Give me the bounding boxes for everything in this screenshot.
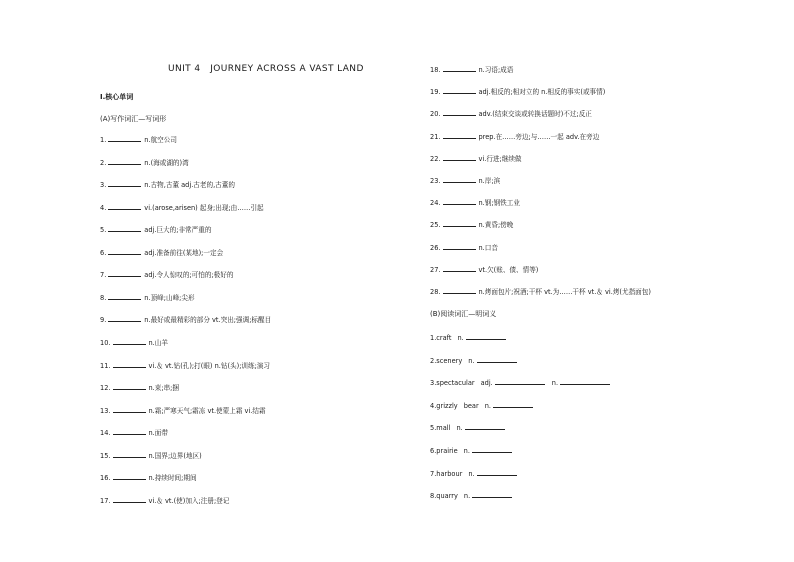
item-number: 8. [430,492,437,501]
item-word: harbour [436,469,463,478]
vocab-item [430,175,500,186]
vocab-item [430,153,522,164]
item-number: 25. [430,221,441,230]
answer-blank[interactable] [443,219,476,227]
answer-blank[interactable] [466,332,506,340]
item-number: 5. [100,226,107,235]
item-definition: n.顶峰;山峰;尖形 [144,293,195,302]
item-number: 1. [100,136,107,144]
vocab-item [100,337,168,348]
item-word: prairie [436,447,458,455]
item-number: 9. [100,316,107,325]
reading-item [430,422,508,433]
item-definition: n.面带 [148,429,168,438]
answer-blank[interactable] [477,355,517,363]
answer-blank[interactable] [108,292,141,300]
item-number: 26. [430,243,441,252]
item-definition: prep.在……旁边;与……一起 adv.在旁边 [478,132,600,141]
vocab-item [100,472,197,483]
answer-blank[interactable] [108,179,141,187]
vocab-item [430,131,599,142]
answer-blank[interactable] [443,86,476,94]
item-definition: n.烤面包片;祝酒;干杯 vt.为……干杯 vt.＆ vi.烤(尤指面包) [478,288,651,296]
item-pos: n. [463,447,470,455]
item-pos: adj. [480,379,493,388]
item-definition: adv.(结束交谈或转换话题时)不过;反正 [478,110,592,119]
vocab-item [100,157,189,168]
item-definition: n.古物,古董 adj.古老的,古董的 [144,181,235,190]
item-number: 15. [100,451,111,460]
item-pos: n. [468,356,475,365]
vocab-item [100,179,235,190]
item-definition: n.最好或最精彩的部分 vt.突出;强调;标醒目 [144,316,272,325]
item-definition: n.口音 [478,243,498,252]
item-number: 6. [100,248,107,257]
vocab-item [430,108,592,119]
vocab-item [100,247,223,258]
item-definition: vi.＆ vt.钻(孔);打(眼) n.钻(头);训练;演习 [148,361,271,370]
vocab-item [100,292,195,303]
item-definition: adj.准备前往(某地);一定会 [144,248,224,257]
item-definition: n.束;串;捆 [148,384,179,393]
item-pos: n. [468,469,475,478]
item-word: bear [463,401,479,410]
answer-blank[interactable] [443,264,476,272]
vocab-item [100,314,271,325]
answer-blank[interactable] [108,157,141,165]
item-word: craft [436,334,452,342]
item-definition: adj.相反的;相对立的 n.相反的事实(或事情) [478,88,606,97]
answer-blank[interactable] [443,175,476,183]
item-number: 12. [100,384,111,393]
item-definition: n.岸;滨 [478,177,501,185]
item-definition: n.钢;钢铁工业 [478,199,520,208]
item-number: 10. [100,338,111,347]
answer-blank[interactable] [113,382,146,390]
answer-blank[interactable] [108,247,141,255]
item-word: grizzly [436,401,458,410]
reading-item [430,332,509,343]
answer-blank[interactable] [443,197,476,205]
item-number: 7. [430,469,437,478]
vocab-item [430,197,520,208]
item-number: 27. [430,265,441,274]
vocab-item [100,495,229,506]
vocab-item [100,224,211,235]
item-number: 16. [100,474,111,483]
item-word: quarry [436,492,458,501]
answer-blank[interactable] [493,400,533,408]
item-number: 4. [100,203,107,212]
item-number: 11. [100,361,111,370]
reading-item [430,468,520,479]
answer-blank[interactable] [443,108,476,116]
vocab-item [430,264,538,275]
answer-blank[interactable] [113,450,146,458]
item-pos: n. [456,424,463,433]
item-number: 3. [100,181,107,190]
part-b-heading: (B)阅读词汇—明词义 [430,310,497,318]
unit-title: UNIT 4 JOURNEY ACROSS A VAST LAND [168,64,364,74]
item-pos: n. [551,379,559,388]
vocab-item [100,450,202,461]
item-definition: vi.(arose,arisen) 起身;出现;由……引起 [144,203,264,212]
answer-blank[interactable] [108,314,141,322]
item-number: 24. [430,199,441,208]
item-number: 19. [430,88,441,97]
reading-item [430,377,613,388]
reading-item [430,445,515,456]
item-definition: adj.巨大的;非常严重的 [144,226,212,235]
answer-blank[interactable] [443,242,476,250]
answer-blank[interactable] [472,490,512,498]
item-number: 18. [430,66,441,74]
item-definition: vt.欠(账、债、情等) [478,265,539,274]
item-number: 23. [430,177,441,185]
item-number: 28. [430,288,441,296]
answer-blank[interactable] [472,445,512,453]
item-number: 22. [430,154,441,163]
vocab-item [100,405,266,416]
item-number: 20. [430,110,441,119]
item-definition: vi.＆ vt.(使)加入;注册;登记 [148,496,230,505]
answer-blank[interactable] [108,269,141,277]
answer-blank[interactable] [113,495,146,503]
vocab-item [100,202,264,213]
vocab-item [100,360,270,371]
part-a-heading: (A)写作词汇—写词形 [100,115,167,123]
vocab-item [430,219,513,230]
vocab-item [430,286,651,297]
item-number: 17. [100,496,111,505]
answer-blank[interactable] [113,405,146,413]
answer-blank[interactable] [443,286,476,294]
answer-blank[interactable] [477,468,517,476]
item-definition: n.习语;成语 [478,66,514,74]
answer-blank[interactable] [443,131,476,139]
reading-item [430,490,515,501]
vocab-item [430,86,605,97]
vocab-item [100,269,233,280]
item-definition: n.霜;严寒天气;霜冻 vt.使蒙上霜 vi.结霜 [148,406,266,415]
section-heading: Ⅰ.核心单词 [100,93,134,101]
answer-blank[interactable] [108,202,141,210]
answer-blank[interactable] [443,153,476,161]
item-number: 8. [100,293,107,302]
vocab-item [430,242,498,253]
answer-blank[interactable] [443,64,476,72]
item-pos: n. [457,334,464,342]
item-number: 7. [100,271,107,280]
item-definition: vi.行进;继续做 [478,154,522,163]
vocab-item [100,382,179,393]
reading-item [430,400,536,411]
item-pos: n. [463,492,471,501]
answer-blank[interactable] [113,427,146,435]
vocab-item [430,64,513,75]
item-number: 4. [430,401,437,410]
item-word: scenery [436,356,463,365]
item-number: 13. [100,406,111,415]
answer-blank[interactable] [113,360,146,368]
vocab-item [100,134,177,145]
item-definition: n.黄昏;傍晚 [478,221,514,230]
answer-blank[interactable] [108,134,141,142]
item-definition: n.(海或湖的)湾 [144,158,189,167]
item-definition: adj.令人惊叹的;可怕的;极好的 [144,271,234,280]
vocab-item [100,427,168,438]
item-definition: n.航空公司 [144,136,177,144]
reading-item [430,355,520,366]
answer-blank[interactable] [465,422,505,430]
item-definition: n.国界;边界(地区) [148,451,202,460]
item-pos: n. [484,401,491,410]
answer-blank[interactable] [495,377,545,385]
item-word: mall [436,424,451,433]
item-number: 14. [100,429,111,438]
item-number: 2. [430,356,437,365]
answer-blank[interactable] [113,472,146,480]
item-number: 3. [430,379,437,388]
answer-blank[interactable] [108,224,141,232]
item-number: 6. [430,447,437,455]
item-definition: n.山羊 [148,338,168,347]
item-number: 21. [430,132,441,141]
answer-blank[interactable] [113,337,146,345]
item-number: 2. [100,158,107,167]
item-number: 5. [430,424,437,433]
item-word: spectacular [436,379,475,388]
item-number: 1. [430,334,437,342]
item-definition: n.持续时间;期间 [148,474,197,483]
answer-blank[interactable] [560,377,610,385]
